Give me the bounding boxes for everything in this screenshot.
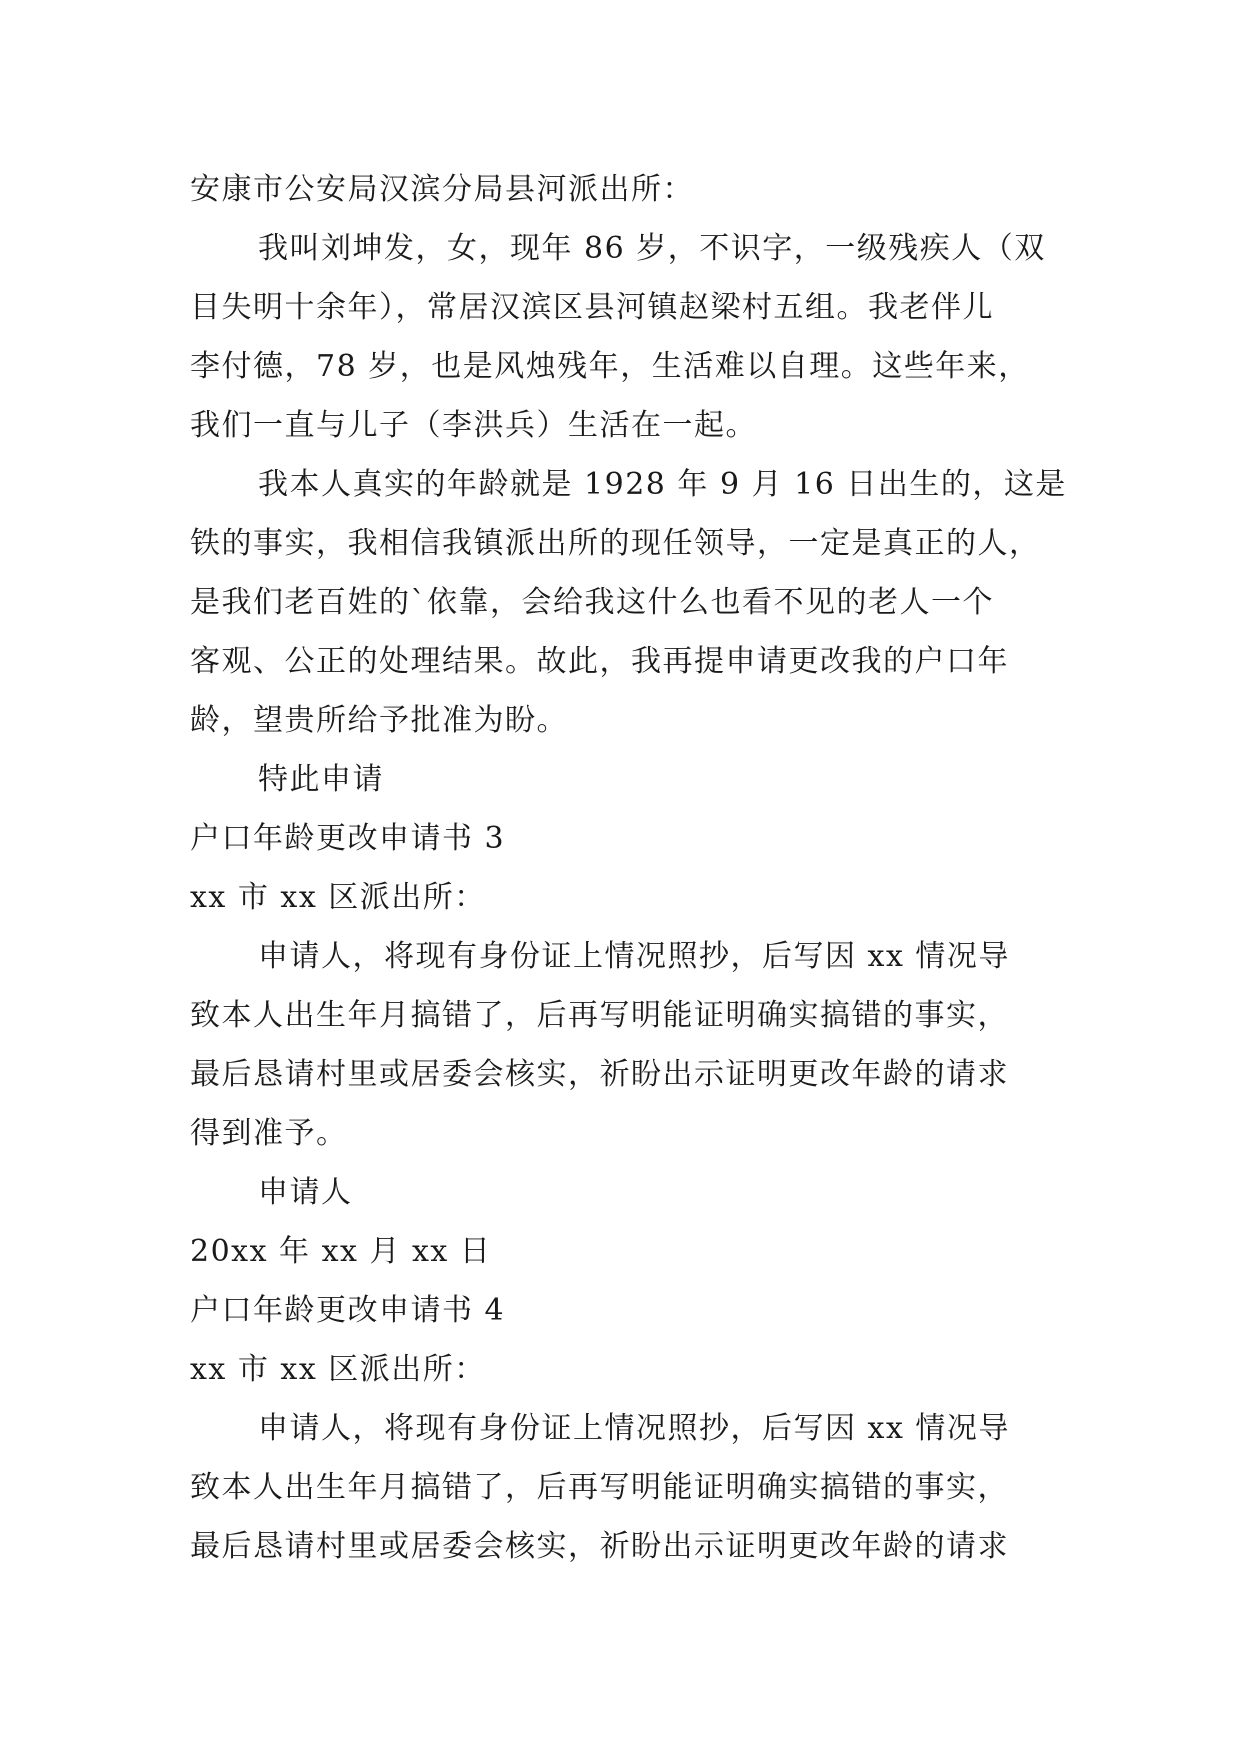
paragraph-line: 致本人出生年月搞错了，后再写明能证明确实搞错的事实， bbox=[190, 1470, 1009, 1505]
paragraph-line: 申请人，将现有身份证上情况照抄，后写因 xx 情况导 bbox=[258, 1411, 1010, 1446]
paragraph-line: 我叫刘坤发，女，现年 86 岁，不识字，一级残疾人（双 bbox=[258, 231, 1046, 266]
paragraph-line: 最后恳请村里或居委会核实，祈盼出示证明更改年龄的请求 bbox=[190, 1057, 1009, 1092]
paragraph-line: 我本人真实的年龄就是 1928 年 9 月 16 日出生的，这是 bbox=[258, 467, 1067, 502]
section-heading: 户口年龄更改申请书 4 bbox=[190, 1293, 506, 1328]
paragraph-line: 是我们老百姓的`依靠，会给我这什么也看不见的老人一个 bbox=[190, 585, 994, 620]
paragraph-line: 客观、公正的处理结果。故此，我再提申请更改我的户口年 bbox=[190, 644, 1009, 679]
paragraph-line: 我们一直与儿子（李洪兵）生活在一起。 bbox=[190, 408, 757, 443]
date-line: 20xx 年 xx 月 xx 日 bbox=[190, 1234, 492, 1269]
paragraph-line: 申请人，将现有身份证上情况照抄，后写因 xx 情况导 bbox=[258, 939, 1010, 974]
paragraph-line: 致本人出生年月搞错了，后再写明能证明确实搞错的事实， bbox=[190, 998, 1009, 1033]
addressee-line: xx 市 xx 区派出所： bbox=[190, 1352, 486, 1387]
addressee-line: 安康市公安局汉滨分局县河派出所： bbox=[190, 172, 694, 207]
paragraph-line: 龄，望贵所给予批准为盼。 bbox=[190, 703, 568, 738]
section-heading: 户口年龄更改申请书 3 bbox=[190, 821, 506, 856]
paragraph-line: 铁的事实，我相信我镇派出所的现任领导，一定是真正的人， bbox=[190, 526, 1041, 561]
paragraph-line: 李付德，78 岁，也是风烛残年，生活难以自理。这些年来， bbox=[190, 349, 1030, 384]
paragraph-line: 得到准予。 bbox=[190, 1116, 348, 1151]
document-body bbox=[190, 160, 1067, 1576]
addressee-line: xx 市 xx 区派出所： bbox=[190, 880, 486, 915]
closing-line: 特此申请 bbox=[258, 762, 384, 797]
signature-line: 申请人 bbox=[258, 1175, 353, 1210]
paragraph-line: 最后恳请村里或居委会核实，祈盼出示证明更改年龄的请求 bbox=[190, 1529, 1009, 1564]
paragraph-line: 目失明十余年），常居汉滨区县河镇赵梁村五组。我老伴儿 bbox=[190, 290, 994, 325]
